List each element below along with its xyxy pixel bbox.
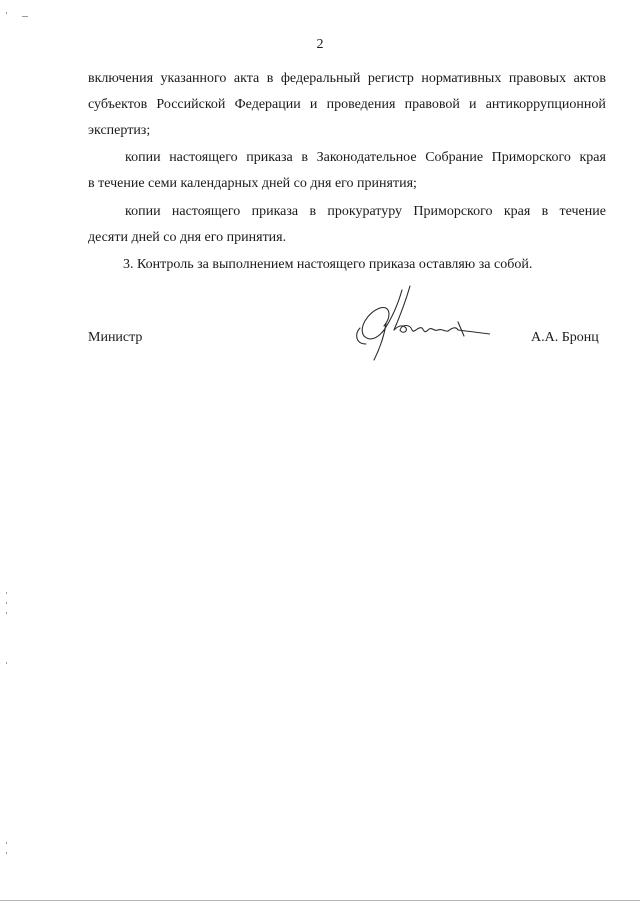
position-title: Министр [88, 330, 143, 345]
scan-artifact [6, 612, 7, 614]
paragraph-3-line-1: копии настоящего приказа в прокуратуру Приморского края в течение [125, 204, 606, 219]
scan-artifact [6, 852, 7, 854]
paragraph-2-line-2: в течение семи календарных дней со дня его принятия; [88, 176, 417, 191]
signer-name: А.А. Бронц [531, 330, 599, 345]
scan-artifact [6, 842, 7, 844]
paragraph-4-line-1: 3. Контроль за выполнением настоящего приказа оставляю за собой. [123, 257, 533, 272]
page-number: 2 [316, 37, 324, 52]
paragraph-3-line-2: десяти дней со дня его принятия. [88, 230, 287, 245]
scan-artifact [6, 602, 7, 604]
paragraph-1-line-2: субъектов Российской Федерации и проведения правовой и антикоррупционной [88, 97, 606, 112]
bottom-scan-edge [0, 900, 640, 901]
scan-artifact [6, 12, 7, 14]
paragraph-1-line-3: экспертиз; [88, 123, 151, 138]
paragraph-1-line-1: включения указанного акта в федеральный регистр нормативных правовых актов [88, 71, 606, 86]
scan-artifact [22, 16, 28, 17]
scan-artifact [6, 662, 7, 664]
paragraph-2-line-1: копии настоящего приказа в Законодательное Собрание Приморского края [125, 150, 606, 165]
handwritten-signature [340, 284, 490, 364]
scan-artifact [6, 592, 7, 594]
